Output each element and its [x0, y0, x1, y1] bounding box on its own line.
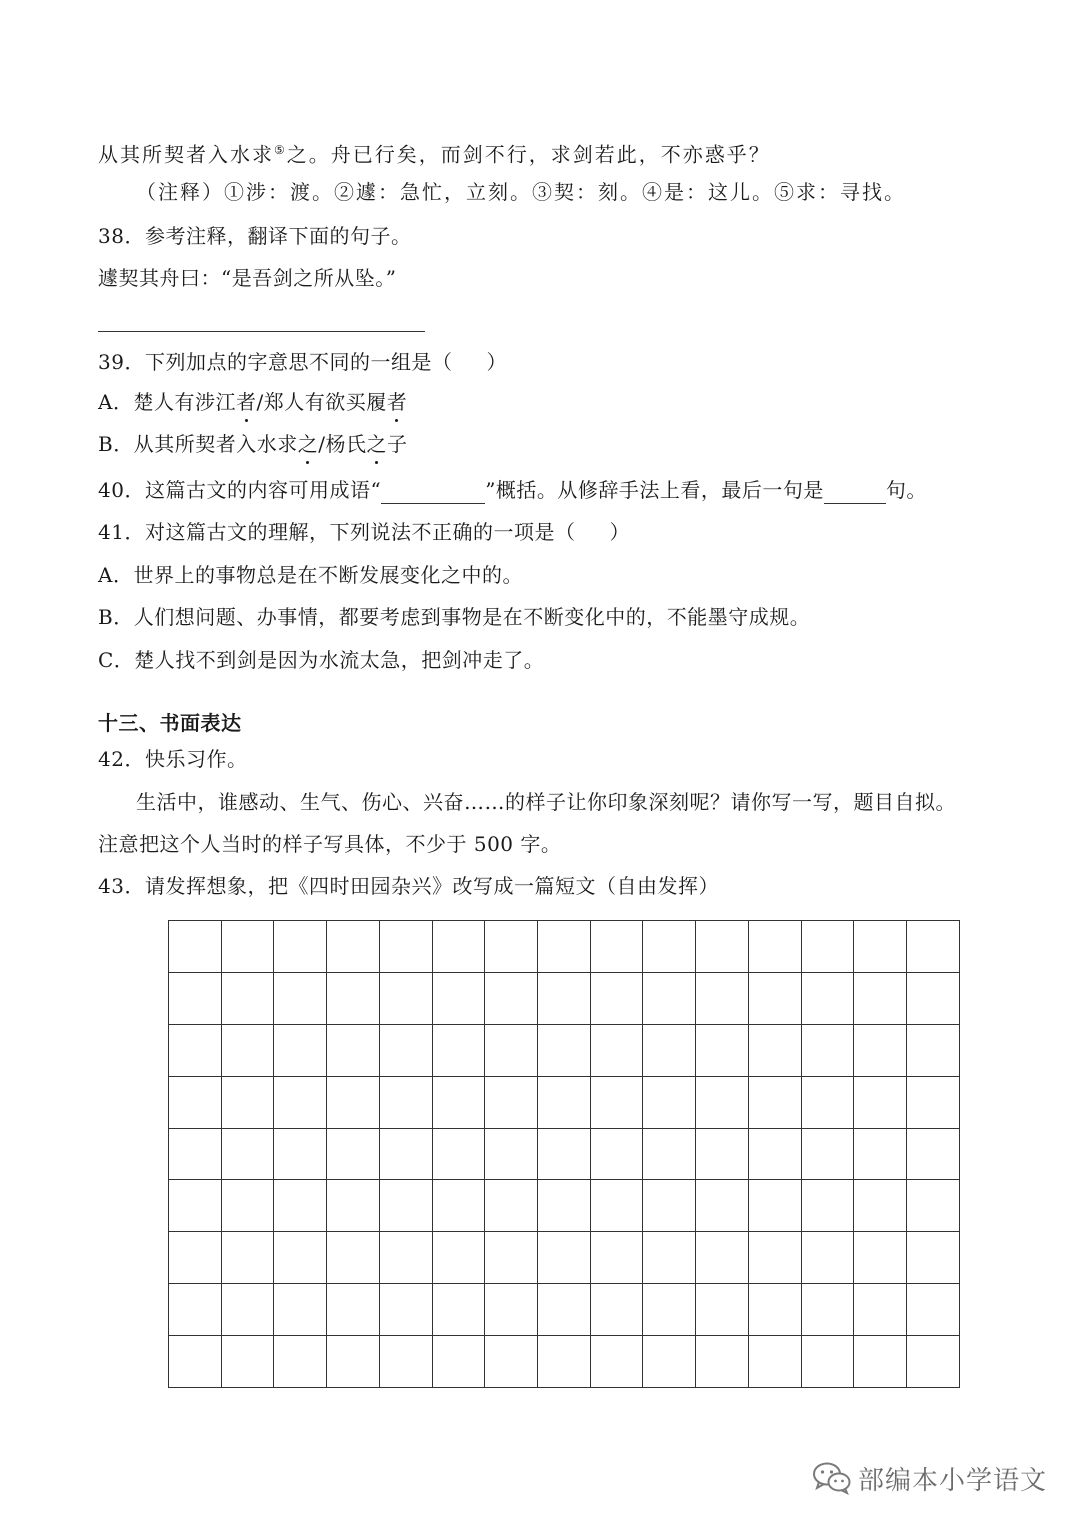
grid-cell[interactable]	[327, 1336, 380, 1388]
grid-cell[interactable]	[907, 1024, 960, 1076]
grid-row	[169, 1232, 960, 1284]
grid-cell[interactable]	[432, 1180, 485, 1232]
grid-row	[169, 921, 960, 973]
grid-row	[169, 972, 960, 1024]
grid-cell[interactable]	[854, 1076, 907, 1128]
grid-cell[interactable]	[432, 921, 485, 973]
grid-cell[interactable]	[327, 1024, 380, 1076]
grid-cell[interactable]	[748, 1180, 801, 1232]
grid-cell[interactable]	[169, 1336, 222, 1388]
question-39-option-a[interactable]: A．楚人有涉江者/郑人有欲买履者	[98, 390, 408, 414]
grid-cell[interactable]	[379, 1180, 432, 1232]
question-40: 40．这篇古文的内容可用成语“ ”概括。从修辞手法上看，最后一句是 句。	[98, 478, 927, 502]
grid-cell[interactable]	[327, 921, 380, 973]
question-41-option-b[interactable]: B．人们想问题、办事情，都要考虑到事物是在不断变化中的，不能墨守成规。	[98, 605, 811, 629]
grid-cell[interactable]	[432, 1076, 485, 1128]
grid-cell[interactable]	[696, 972, 749, 1024]
grid-cell[interactable]	[801, 972, 854, 1024]
grid-cell[interactable]	[169, 921, 222, 973]
grid-cell[interactable]	[643, 1128, 696, 1180]
grid-cell[interactable]	[643, 1336, 696, 1388]
dotted-char: 者	[235, 390, 257, 414]
grid-cell[interactable]	[538, 1180, 591, 1232]
grid-cell[interactable]	[274, 921, 327, 973]
grid-cell[interactable]	[696, 921, 749, 973]
grid-cell[interactable]	[221, 1180, 274, 1232]
grid-cell[interactable]	[696, 1232, 749, 1284]
grid-cell[interactable]	[854, 1336, 907, 1388]
grid-cell[interactable]	[221, 921, 274, 973]
grid-cell[interactable]	[485, 921, 538, 973]
grid-cell[interactable]	[696, 1284, 749, 1336]
grid-cell[interactable]	[169, 1180, 222, 1232]
wechat-icon	[812, 1461, 852, 1495]
question-43-title: 43．请发挥想象，把《四时田园杂兴》改写成一篇短文（自由发挥）	[98, 874, 719, 898]
grid-cell[interactable]	[854, 1232, 907, 1284]
grid-cell[interactable]	[748, 1232, 801, 1284]
grid-cell[interactable]	[907, 1180, 960, 1232]
grid-cell[interactable]	[801, 921, 854, 973]
grid-cell[interactable]	[643, 1180, 696, 1232]
watermark-text: 部编本小学语文	[858, 1465, 1048, 1496]
grid-cell[interactable]	[485, 972, 538, 1024]
grid-cell[interactable]	[538, 1024, 591, 1076]
grid-cell[interactable]	[907, 1076, 960, 1128]
grid-cell[interactable]	[643, 1076, 696, 1128]
grid-cell[interactable]	[327, 1076, 380, 1128]
grid-cell[interactable]	[432, 1128, 485, 1180]
grid-cell[interactable]	[643, 921, 696, 973]
grid-cell[interactable]	[696, 1076, 749, 1128]
grid-cell[interactable]	[379, 1284, 432, 1336]
grid-cell[interactable]	[379, 1076, 432, 1128]
grid-cell[interactable]	[801, 1128, 854, 1180]
passage-last-line: 从其所契者入水求⑤之。舟已行矣，而剑不行，求剑若此，不亦惑乎？	[98, 142, 771, 167]
grid-cell[interactable]	[432, 1284, 485, 1336]
grid-cell[interactable]	[432, 972, 485, 1024]
grid-cell[interactable]	[854, 1128, 907, 1180]
grid-cell[interactable]	[379, 972, 432, 1024]
grid-cell[interactable]	[801, 1180, 854, 1232]
grid-row	[169, 1024, 960, 1076]
grid-cell[interactable]	[748, 1128, 801, 1180]
grid-cell[interactable]	[485, 1180, 538, 1232]
grid-cell[interactable]	[854, 1180, 907, 1232]
grid-cell[interactable]	[538, 972, 591, 1024]
grid-cell[interactable]	[696, 1336, 749, 1388]
grid-cell[interactable]	[221, 1232, 274, 1284]
grid-row	[169, 1284, 960, 1336]
dotted-char: 之	[297, 432, 319, 456]
grid-cell[interactable]	[327, 1128, 380, 1180]
question-42-title: 42．快乐习作。	[98, 747, 248, 771]
grid-cell[interactable]	[221, 1024, 274, 1076]
grid-cell[interactable]	[801, 1232, 854, 1284]
grid-cell[interactable]	[748, 1284, 801, 1336]
question-39-title: 39．下列加点的字意思不同的一组是（ ）	[98, 350, 507, 374]
question-41-option-a[interactable]: A．世界上的事物总是在不断发展变化之中的。	[98, 563, 523, 587]
question-38-sentence: 遽契其舟曰：“是吾剑之所从坠。”	[98, 266, 397, 290]
section-13-heading: 十三、书面表达	[98, 711, 242, 735]
question-42-prompt-line2: 注意把这个人当时的样子写具体，不少于 500 字。	[98, 832, 562, 856]
grid-cell[interactable]	[432, 1232, 485, 1284]
grid-cell[interactable]	[169, 1232, 222, 1284]
dotted-char: 者	[386, 390, 408, 414]
grid-cell[interactable]	[590, 1024, 643, 1076]
grid-cell[interactable]	[485, 1076, 538, 1128]
grid-cell[interactable]	[169, 1024, 222, 1076]
grid-cell[interactable]	[379, 921, 432, 973]
grid-cell[interactable]	[643, 972, 696, 1024]
grid-cell[interactable]	[854, 972, 907, 1024]
grid-cell[interactable]	[274, 1076, 327, 1128]
grid-cell[interactable]	[327, 1180, 380, 1232]
question-41-title: 41．对这篇古文的理解，下列说法不正确的一项是（ ）	[98, 520, 630, 544]
grid-cell[interactable]	[590, 1232, 643, 1284]
grid-cell[interactable]	[485, 1284, 538, 1336]
grid-cell[interactable]	[590, 1336, 643, 1388]
grid-cell[interactable]	[379, 1232, 432, 1284]
grid-cell[interactable]	[379, 1128, 432, 1180]
grid-cell[interactable]	[907, 921, 960, 973]
grid-cell[interactable]	[696, 1128, 749, 1180]
grid-cell[interactable]	[590, 1076, 643, 1128]
grid-cell[interactable]	[643, 1232, 696, 1284]
grid-cell[interactable]	[169, 1128, 222, 1180]
grid-cell[interactable]	[432, 1336, 485, 1388]
grid-cell[interactable]	[327, 972, 380, 1024]
grid-cell[interactable]	[274, 1024, 327, 1076]
grid-cell[interactable]	[274, 1232, 327, 1284]
grid-cell[interactable]	[748, 1024, 801, 1076]
question-38-title: 38．参考注释，翻译下面的句子。	[98, 224, 412, 248]
grid-cell[interactable]	[538, 1076, 591, 1128]
grid-cell[interactable]	[696, 1180, 749, 1232]
grid-cell[interactable]	[748, 921, 801, 973]
writing-grid[interactable]	[168, 920, 960, 1388]
grid-cell[interactable]	[169, 1284, 222, 1336]
grid-cell[interactable]	[907, 1336, 960, 1388]
grid-cell[interactable]	[801, 1076, 854, 1128]
rhetoric-blank[interactable]	[824, 483, 886, 504]
grid-cell[interactable]	[801, 1284, 854, 1336]
grid-cell[interactable]	[221, 1336, 274, 1388]
grid-cell[interactable]	[538, 1284, 591, 1336]
idiom-blank[interactable]	[381, 483, 485, 504]
passage-notes: （注释）①涉：渡。②遽：急忙，立刻。③契：刻。④是：这儿。⑤求：寻找。	[136, 180, 906, 204]
grid-cell[interactable]	[590, 1180, 643, 1232]
grid-cell[interactable]	[590, 921, 643, 973]
grid-cell[interactable]	[485, 1024, 538, 1076]
grid-cell[interactable]	[221, 972, 274, 1024]
grid-cell[interactable]	[169, 972, 222, 1024]
grid-cell[interactable]	[274, 1336, 327, 1388]
grid-cell[interactable]	[432, 1024, 485, 1076]
grid-row	[169, 1128, 960, 1180]
grid-cell[interactable]	[221, 1076, 274, 1128]
question-42-prompt-line1: 生活中，谁感动、生气、伤心、兴奋……的样子让你印象深刻呢？请你写一写，题目自拟。	[136, 790, 956, 814]
grid-cell[interactable]	[590, 1128, 643, 1180]
watermark	[812, 1458, 1047, 1498]
grid-cell[interactable]	[854, 1284, 907, 1336]
grid-cell[interactable]	[538, 1128, 591, 1180]
grid-cell[interactable]	[538, 921, 591, 973]
grid-cell[interactable]	[643, 1024, 696, 1076]
grid-cell[interactable]	[590, 972, 643, 1024]
grid-cell[interactable]	[854, 921, 907, 973]
grid-cell[interactable]	[801, 1336, 854, 1388]
grid-cell[interactable]	[274, 1284, 327, 1336]
grid-cell[interactable]	[327, 1232, 380, 1284]
grid-cell[interactable]	[538, 1232, 591, 1284]
dotted-char: 之	[366, 432, 387, 456]
grid-cell[interactable]	[274, 1128, 327, 1180]
grid-cell[interactable]	[379, 1336, 432, 1388]
grid-cell[interactable]	[907, 1128, 960, 1180]
grid-cell[interactable]	[907, 1284, 960, 1336]
grid-cell[interactable]	[485, 1128, 538, 1180]
grid-cell[interactable]	[379, 1024, 432, 1076]
grid-cell[interactable]	[907, 972, 960, 1024]
grid-row	[169, 1336, 960, 1388]
grid-cell[interactable]	[169, 1076, 222, 1128]
grid-cell[interactable]	[274, 1180, 327, 1232]
question-41-option-c[interactable]: C．楚人找不到剑是因为水流太急，把剑冲走了。	[98, 648, 545, 672]
grid-cell[interactable]	[538, 1336, 591, 1388]
grid-row	[169, 1076, 960, 1128]
grid-cell[interactable]	[485, 1336, 538, 1388]
grid-cell[interactable]	[748, 1076, 801, 1128]
grid-cell[interactable]	[590, 1284, 643, 1336]
grid-cell[interactable]	[748, 1336, 801, 1388]
grid-cell[interactable]	[643, 1284, 696, 1336]
grid-cell[interactable]	[854, 1024, 907, 1076]
question-39-option-b[interactable]: B．从其所契者入水求之/杨氏之子	[98, 432, 408, 456]
question-38-answer-line[interactable]	[98, 331, 425, 332]
grid-row	[169, 1180, 960, 1232]
grid-cell[interactable]	[327, 1284, 380, 1336]
grid-cell[interactable]	[485, 1232, 538, 1284]
grid-cell[interactable]	[748, 972, 801, 1024]
grid-cell[interactable]	[221, 1128, 274, 1180]
grid-cell[interactable]	[274, 972, 327, 1024]
grid-cell[interactable]	[221, 1284, 274, 1336]
grid-cell[interactable]	[907, 1232, 960, 1284]
grid-cell[interactable]	[801, 1024, 854, 1076]
grid-cell[interactable]	[696, 1024, 749, 1076]
